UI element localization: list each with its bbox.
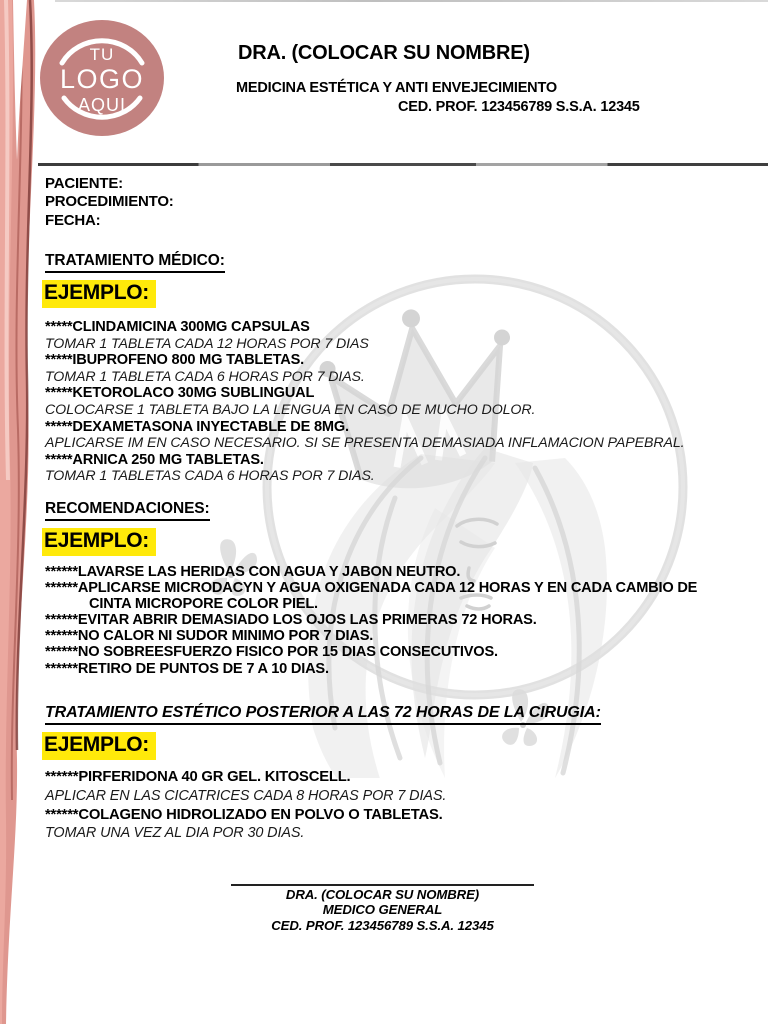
logo-line-3: AQUI xyxy=(77,95,127,115)
logo-line-2: LOGO xyxy=(59,64,145,94)
header-separator xyxy=(38,163,768,166)
list-item xyxy=(45,768,446,806)
medication-list xyxy=(45,319,684,485)
recommendation-list xyxy=(45,564,697,677)
list-item xyxy=(45,352,684,385)
patient-label: PACIENTE: xyxy=(45,175,123,192)
procedure-label: PROCEDIMIENTO: xyxy=(45,193,174,211)
list-item xyxy=(45,419,684,452)
section-title-estetico: TRATAMIENTO ESTÉTICO POSTERIOR A LAS 72 HORAS DE LA CIRUGIA: xyxy=(45,704,601,725)
list-item: CINTA MICROPORE COLOR PIEL. xyxy=(89,596,318,613)
signature-title: MEDICO GENERAL xyxy=(322,902,443,918)
signature-name: DRA. (COLOCAR SU NOMBRE) xyxy=(285,887,480,902)
medication-dose: APLICAR EN LAS CICATRICES CADA 8 HORAS POR 7 DIAS. xyxy=(45,787,447,804)
medication-name: *****KETOROLACO 30MG SUBLINGUAL xyxy=(45,385,315,402)
patient-block xyxy=(45,175,174,230)
medication-dose: TOMAR 1 TABLETAS CADA 6 HORAS POR 7 DIAS. xyxy=(45,468,375,485)
medication-dose: TOMAR 1 TABLETA CADA 12 HORAS POR 7 DIAS xyxy=(45,335,369,352)
medication-dose: TOMAR UNA VEZ AL DIA POR 30 DIAS. xyxy=(45,825,305,842)
signature-license: CED. PROF. 123456789 S.S.A. 12345 xyxy=(271,917,494,933)
list-item: ******APLICARSE MICRODACYN Y AGUA OXIGENADA CADA 12 HORAS Y EN CADA CAMBIO DE xyxy=(45,580,698,597)
doctor-name: DRA. (COLOCAR SU NOMBRE) xyxy=(238,42,530,64)
medication-dose: COLOCARSE 1 TABLETA BAJO LA LENGUA EN CASO DE MUCHO DOLOR. xyxy=(45,401,536,418)
section-title-medico: TRATAMIENTO MÉDICO: xyxy=(45,252,225,273)
medication-name: *****CLINDAMICINA 300MG CAPSULAS xyxy=(45,319,310,335)
logo-line-1: TU xyxy=(89,45,115,64)
medication-name: ******COLAGENO HIDROLIZADO EN POLVO O TABLETAS. xyxy=(45,806,443,823)
section-title-recomendaciones: RECOMENDACIONES: xyxy=(45,500,210,521)
medication-name: *****IBUPROFENO 800 MG TABLETAS. xyxy=(45,352,305,369)
list-item: ******RETIRO DE PUNTOS DE 7 A 10 DIAS. xyxy=(45,660,329,677)
medication-dose: TOMAR 1 TABLETA CADA 6 HORAS POR 7 DIAS. xyxy=(45,368,365,385)
list-item: ******EVITAR ABRIR DEMASIADO LOS OJOS LAS PRIMERAS 72 HORAS. xyxy=(45,612,537,629)
medication-name: *****DEXAMETASONA INYECTABLE DE 8MG. xyxy=(45,418,349,435)
list-item xyxy=(45,385,684,418)
doctor-specialty: MEDICINA ESTÉTICA Y ANTI ENVEJECIMIENTO xyxy=(236,80,557,96)
example-badge-estetico: EJEMPLO: xyxy=(42,732,156,760)
medication-dose: APLICARSE IM EN CASO NECESARIO. SI SE PRESENTA DEMASIADA INFLAMACION PAPEBRAL. xyxy=(45,435,685,452)
list-item xyxy=(45,319,684,352)
medication-name: *****ARNICA 250 MG TABLETAS. xyxy=(45,451,264,468)
list-item xyxy=(45,452,684,485)
list-item: ******LAVARSE LAS HERIDAS CON AGUA Y JABON NEUTRO. xyxy=(45,564,461,580)
esthetic-list xyxy=(45,768,446,843)
list-item: ******NO CALOR NI SUDOR MINIMO POR 7 DIAS. xyxy=(45,628,374,645)
example-badge-recomendaciones: EJEMPLO: xyxy=(42,528,156,556)
top-hairline xyxy=(55,0,768,2)
list-item xyxy=(45,806,446,844)
list-item: ******NO SOBREESFUERZO FISICO POR 15 DIAS CONSECUTIVOS. xyxy=(45,644,498,661)
doctor-license: CED. PROF. 123456789 S.S.A. 12345 xyxy=(398,99,640,115)
date-label: FECHA: xyxy=(45,211,101,229)
placeholder-logo xyxy=(36,18,168,144)
signature-block xyxy=(231,884,534,933)
medication-name: ******PIRFERIDONA 40 GR GEL. KITOSCELL. xyxy=(45,769,351,785)
example-badge-medico: EJEMPLO: xyxy=(42,280,156,308)
